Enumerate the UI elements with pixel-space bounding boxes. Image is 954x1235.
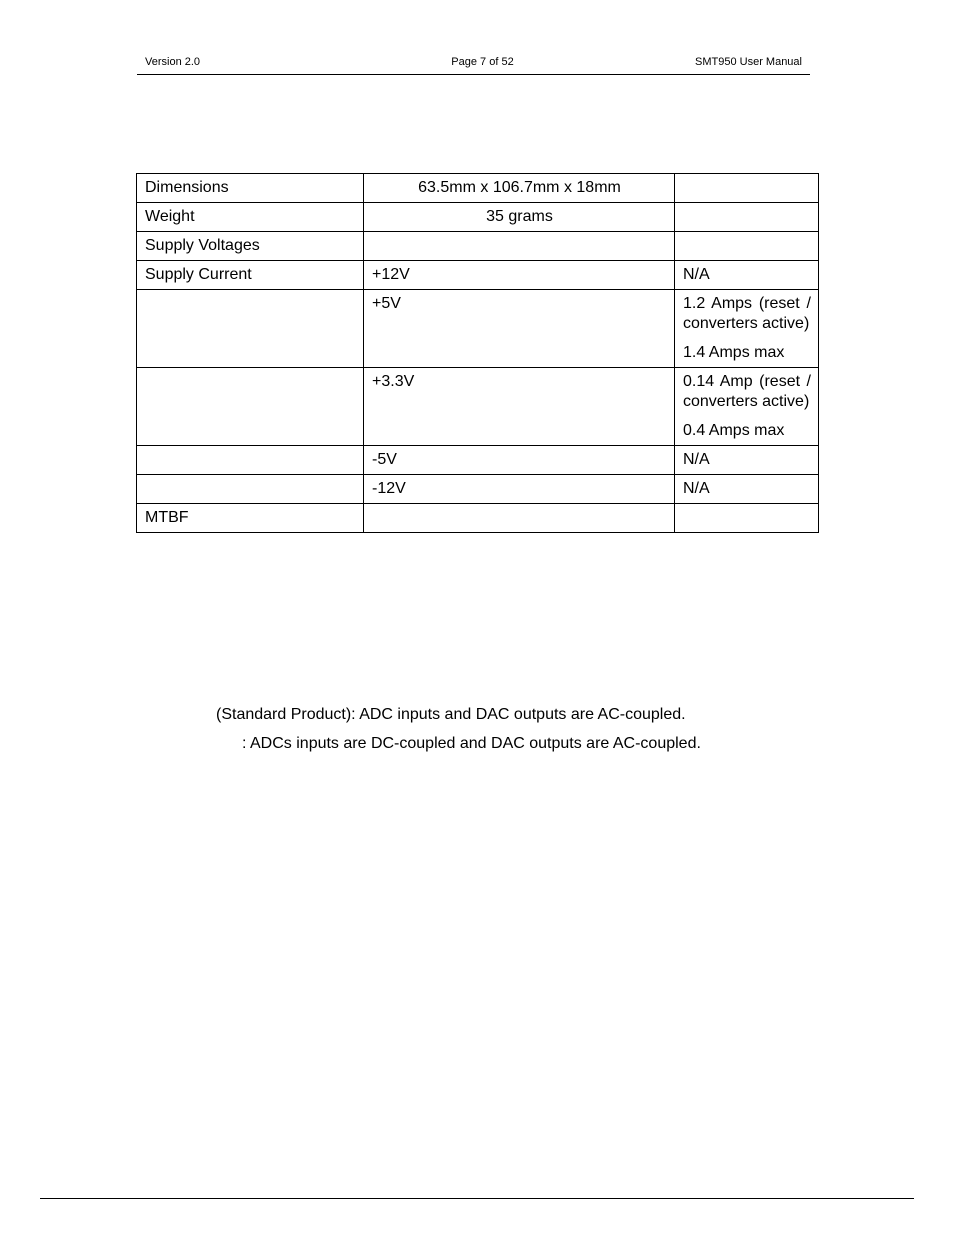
row-note	[675, 174, 819, 203]
table-row	[137, 368, 819, 446]
current-reset-note: 1.2 Amps (reset / converters active)	[683, 295, 811, 332]
row-label: Supply Current	[137, 261, 364, 290]
row-note	[675, 232, 819, 261]
row-value: +5V	[364, 290, 675, 368]
row-value	[364, 504, 675, 533]
header-version: Version 2.0	[145, 56, 201, 68]
row-note	[675, 504, 819, 533]
row-note	[675, 290, 819, 368]
header-page-number: Page 7 of 52	[451, 56, 514, 68]
header-rule	[137, 74, 810, 75]
table-row	[137, 290, 819, 368]
row-value	[364, 232, 675, 261]
table-row	[137, 446, 819, 475]
row-label: Dimensions	[137, 174, 364, 203]
row-label	[137, 475, 364, 504]
table-row	[137, 475, 819, 504]
standard-product-note: (Standard Product): ADC inputs and DAC outputs are AC-coupled.	[216, 706, 686, 723]
table-row	[137, 174, 819, 203]
row-label	[137, 290, 364, 368]
row-value: 63.5mm x 106.7mm x 18mm	[364, 174, 675, 203]
row-label	[137, 368, 364, 446]
table-row	[137, 261, 819, 290]
row-label	[137, 446, 364, 475]
header-manual-title: SMT950 User Manual	[695, 56, 802, 68]
footer-rule	[40, 1198, 914, 1199]
row-value: +3.3V	[364, 368, 675, 446]
row-note: N/A	[675, 475, 819, 504]
table-row	[137, 504, 819, 533]
row-label: MTBF	[137, 504, 364, 533]
row-note	[675, 368, 819, 446]
row-value: -12V	[364, 475, 675, 504]
row-value: +12V	[364, 261, 675, 290]
row-value: 35 grams	[364, 203, 675, 232]
table-row	[137, 232, 819, 261]
row-label: Supply Voltages	[137, 232, 364, 261]
row-label: Weight	[137, 203, 364, 232]
specification-table	[136, 173, 819, 533]
dc-coupled-variant-note: : ADCs inputs are DC-coupled and DAC outputs are AC-coupled.	[242, 735, 701, 752]
row-note	[675, 203, 819, 232]
current-max-note: 1.4 Amps max	[683, 344, 785, 361]
row-value: -5V	[364, 446, 675, 475]
current-reset-note: 0.14 Amp (reset / converters active)	[683, 373, 811, 410]
table-row	[137, 203, 819, 232]
row-note: N/A	[675, 446, 819, 475]
current-max-note: 0.4 Amps max	[683, 422, 785, 439]
row-note: N/A	[675, 261, 819, 290]
